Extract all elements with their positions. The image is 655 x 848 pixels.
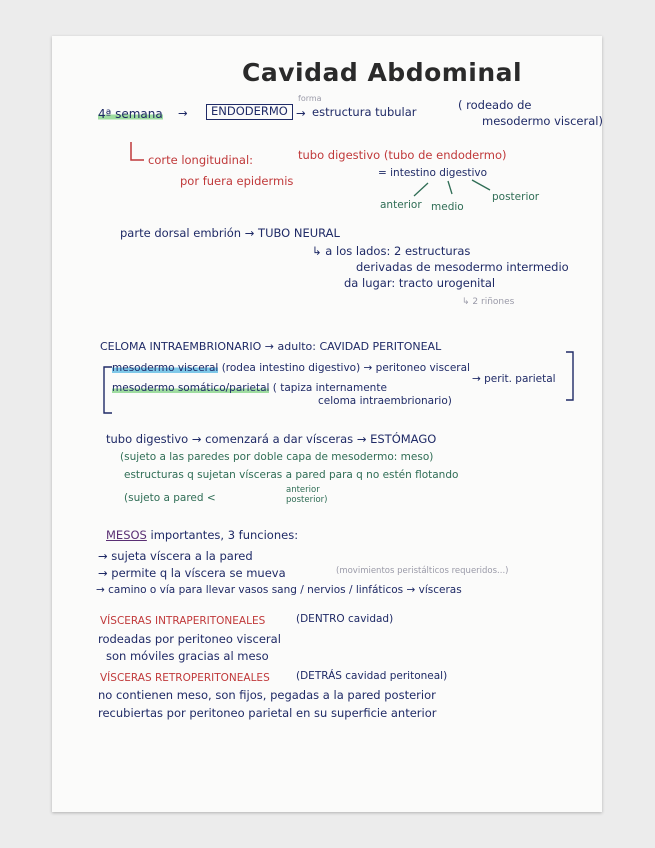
funcion-2: → permite q la víscera se mueva	[98, 566, 286, 580]
week-label: 4ª semana	[98, 107, 163, 121]
mesodermo-somatico: mesodermo somático/parietal ( tapiza internamente	[112, 382, 387, 394]
intestino-digestivo: = intestino digestivo	[378, 167, 488, 179]
son-moviles: son móviles gracias al meso	[106, 649, 269, 663]
estructuras-sujetan: estructuras q sujetan vísceras a pared para q no estén flotando	[124, 469, 459, 481]
rodeado-de: ( rodeado de	[458, 98, 532, 112]
anterior-label: anterior	[380, 199, 422, 211]
forma-note: forma	[298, 94, 322, 103]
a-los-lados: ↳ a los lados: 2 estructuras	[312, 244, 471, 258]
medio-label: medio	[431, 201, 464, 213]
arrow: →	[296, 106, 306, 120]
movimientos-note: (movimientos peristálticos requeridos...)	[336, 566, 509, 576]
tubo-digestivo-visceras: tubo digestivo → comenzará a dar vísceras → ESTÓMAGO	[106, 432, 437, 446]
estructura-tubular: estructura tubular	[312, 105, 417, 119]
parte-dorsal: parte dorsal embrión → TUBO NEURAL	[120, 226, 340, 240]
funcion-1: → sujeta víscera a la pared	[98, 549, 253, 563]
celoma-heading: CELOMA INTRAEMBRIONARIO → adulto: CAVIDAD PERITONEAL	[100, 340, 442, 353]
recubiertas: recubiertas por peritoneo parietal en su superficie anterior	[98, 706, 437, 720]
posterior-label: posterior	[492, 191, 540, 203]
rodeadas-peritoneo: rodeadas por peritoneo visceral	[98, 632, 281, 646]
mesodermo-visceral-note: mesodermo visceral)	[482, 114, 603, 128]
posterior-small: posterior)	[286, 495, 328, 505]
da-lugar: da lugar: tracto urogenital	[344, 276, 496, 290]
anterior-small: anterior	[286, 485, 320, 495]
sujeto-paredes: (sujeto a las paredes por doble capa de mesodermo: meso)	[120, 451, 434, 463]
derivadas: derivadas de mesodermo intermedio	[356, 260, 569, 274]
page-title: Cavidad Abdominal	[242, 58, 523, 87]
celoma-intraembrionario: celoma intraembrionario)	[318, 395, 452, 407]
dos-rinones: ↳ 2 riñones	[462, 297, 515, 307]
por-fuera-epidermis: por fuera epidermis	[180, 174, 294, 188]
sujeto-a-pared: (sujeto a pared <	[124, 492, 216, 504]
visceras-retroperitoneales: VÍSCERAS RETROPERITONEALES	[100, 672, 270, 684]
tubo-digestivo: tubo digestivo (tubo de endodermo)	[298, 148, 507, 162]
detras-cavidad: (DETRÁS cavidad peritoneal)	[296, 670, 448, 682]
endodermo-box: ENDODERMO	[206, 104, 293, 120]
mesodermo-visceral-row: mesodermo visceral (rodea intestino digestivo) → peritoneo visceral	[112, 362, 470, 374]
arrow: →	[178, 106, 188, 120]
funcion-3: → camino o vía para llevar vasos sang / nervios / linfáticos → vísceras	[96, 584, 462, 596]
visceras-intraperitoneales: VÍSCERAS INTRAPERITONEALES	[100, 615, 266, 627]
no-contienen-meso: no contienen meso, son fijos, pegadas a la pared posterior	[98, 688, 436, 702]
dentro-cavidad: (DENTRO cavidad)	[296, 613, 394, 625]
corte-longitudinal: corte longitudinal:	[148, 153, 254, 167]
perit-parietal: → perit. parietal	[472, 373, 556, 385]
mesos-heading: MESOS importantes, 3 funciones:	[106, 528, 299, 542]
